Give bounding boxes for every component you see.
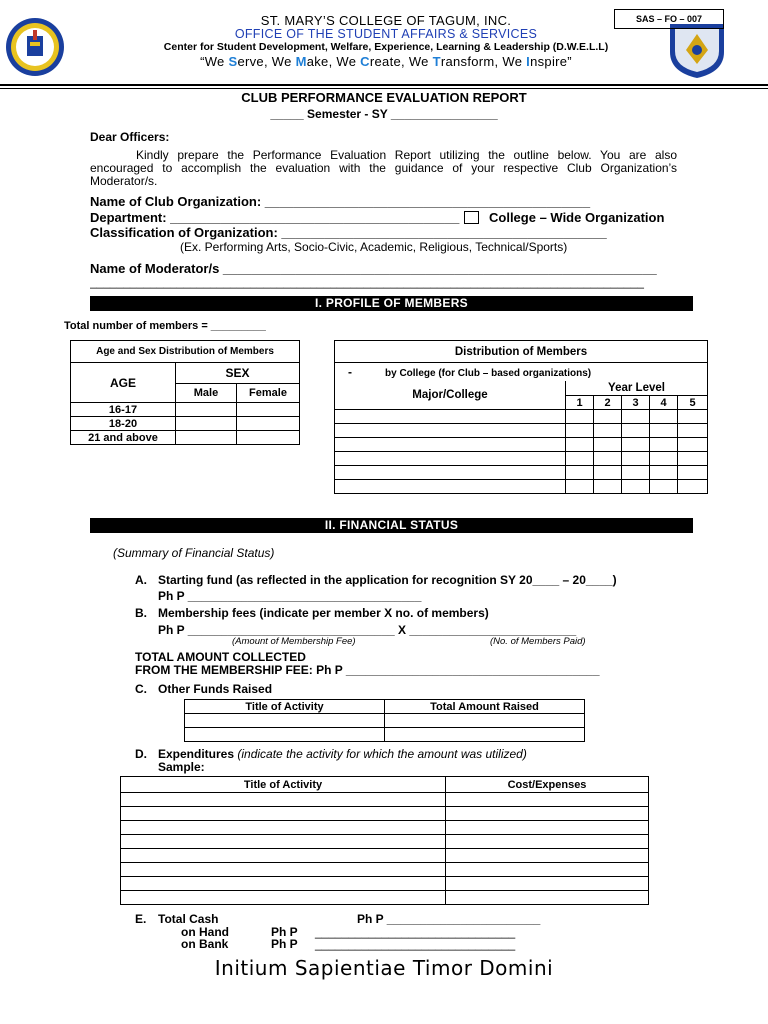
subtitle-dash: - <box>348 365 352 379</box>
on-bank-label: on Bank <box>181 937 229 951</box>
major-cell[interactable] <box>335 466 566 480</box>
financial-summary-note: (Summary of Financial Status) <box>113 546 275 560</box>
footer-latin-motto: Initium Sapientiae Timor Domini <box>214 956 554 980</box>
expenditures-text <box>158 747 527 761</box>
table-row <box>121 849 649 863</box>
year-1-header: 1 <box>566 396 594 410</box>
cost-cell[interactable] <box>446 835 649 849</box>
center-name: Center for Student Development, Welfare, Experience, Learning & Leadership (D.W.E.L.L) <box>163 41 609 53</box>
female-cell[interactable] <box>237 431 300 445</box>
table-row <box>335 424 708 438</box>
other-funds-table <box>184 699 585 742</box>
female-header: Female <box>237 384 300 403</box>
on-bank-line: ______________________________ <box>315 937 516 951</box>
semester-line: _____ Semester - SY ________________ <box>270 107 498 121</box>
activity-title-header: Title of Activity <box>185 700 385 714</box>
item-d-label: D. <box>135 747 147 761</box>
other-funds-text: Other Funds Raised <box>158 682 273 696</box>
major-cell[interactable] <box>335 438 566 452</box>
expense-title-header: Title of Activity <box>121 777 446 793</box>
total-cash-label: Total Cash <box>158 912 219 926</box>
table-row <box>121 835 649 849</box>
expense-cell[interactable] <box>121 891 446 905</box>
amount-cell[interactable] <box>385 728 585 742</box>
total-collected-line1: TOTAL AMOUNT COLLECTED <box>135 650 306 664</box>
cost-cell[interactable] <box>446 821 649 835</box>
starting-fund-php: Ph P ___________________________________ <box>158 589 422 603</box>
expense-cell[interactable] <box>121 807 446 821</box>
major-cell[interactable] <box>335 410 566 424</box>
item-b-label: B. <box>135 606 147 620</box>
cost-header: Cost/Expenses <box>446 777 649 793</box>
motto: “We Serve, We Make, We Create, We Transform, We Inspire” <box>200 54 572 69</box>
moderator-line-2: ___________________________________________________________________________________ <box>90 275 644 289</box>
expenditures-note: (indicate the activity for which the amount was utilized) <box>237 747 527 761</box>
section-profile-banner: I. PROFILE OF MEMBERS <box>90 296 693 311</box>
table-row <box>121 821 649 835</box>
female-cell[interactable] <box>237 417 300 431</box>
section-financial-banner: II. FINANCIAL STATUS <box>90 518 693 533</box>
total-cash-php: Ph P _______________________ <box>357 912 541 926</box>
membership-fees-php: Ph P _______________________________ X _________________________ <box>158 623 577 637</box>
total-collected-line2: FROM THE MEMBERSHIP FEE: Ph P ______________________________________ <box>135 663 600 677</box>
major-header: Major/College <box>335 381 566 410</box>
college-seal-logo <box>4 16 66 78</box>
table-row <box>121 793 649 807</box>
table-row <box>185 728 585 742</box>
department-shield-logo <box>666 20 728 80</box>
sample-label: Sample: <box>158 760 205 774</box>
table-row <box>71 403 300 417</box>
male-cell[interactable] <box>176 417 237 431</box>
intro-paragraph: Kindly prepare the Performance Evaluation Report utilizing the outline below. You are also encouraged to accomplish the evaluation with the guidance of your respective Club Organization’s Moderator/s. <box>90 148 677 188</box>
expense-cell[interactable] <box>121 821 446 835</box>
table-row <box>121 877 649 891</box>
distribution-table <box>334 340 708 494</box>
amount-raised-header: Total Amount Raised <box>385 700 585 714</box>
major-cell[interactable] <box>335 424 566 438</box>
table-row <box>335 452 708 466</box>
cost-cell[interactable] <box>446 891 649 905</box>
year-level-header: Year Level <box>566 381 708 396</box>
membership-fees-text: Membership fees (indicate per member X no. of members) <box>158 606 489 620</box>
college-wide-checkbox[interactable] <box>464 211 479 224</box>
cost-cell[interactable] <box>446 877 649 891</box>
table-row <box>335 410 708 424</box>
male-header: Male <box>176 384 237 403</box>
college-name: ST. MARY’S COLLEGE OF TAGUM, INC. <box>260 13 512 28</box>
male-cell[interactable] <box>176 431 237 445</box>
cost-cell[interactable] <box>446 863 649 877</box>
table-row <box>71 417 300 431</box>
membership-fee-note: (Amount of Membership Fee) <box>232 636 356 647</box>
distribution-title: Distribution of Members <box>335 341 708 363</box>
header-rule-thick <box>0 84 768 86</box>
total-members-field: Total number of members = _________ <box>64 320 266 332</box>
classification-example: (Ex. Performing Arts, Socio-Civic, Academic, Religious, Technical/Sports) <box>180 240 568 254</box>
report-title: CLUB PERFORMANCE EVALUATION REPORT <box>241 90 527 105</box>
on-hand-php: Ph P <box>271 925 298 939</box>
table-row <box>71 431 300 445</box>
male-cell[interactable] <box>176 403 237 417</box>
female-cell[interactable] <box>237 403 300 417</box>
on-hand-line: ______________________________ <box>315 925 516 939</box>
age-header: AGE <box>71 363 176 403</box>
age-row-label: 16-17 <box>71 403 176 417</box>
table-row <box>335 480 708 494</box>
cost-cell[interactable] <box>446 793 649 807</box>
activity-cell[interactable] <box>185 714 385 728</box>
on-bank-php: Ph P <box>271 937 298 951</box>
table-row <box>121 863 649 877</box>
header-rule-thin <box>0 88 768 89</box>
expenditures-title: Expenditures <box>158 747 235 761</box>
expense-cell[interactable] <box>121 793 446 807</box>
age-sex-title: Age and Sex Distribution of Members <box>71 341 300 363</box>
major-cell[interactable] <box>335 480 566 494</box>
table-row <box>121 891 649 905</box>
year-3-header: 3 <box>622 396 650 410</box>
club-name-field: Name of Club Organization: _____________________________________________ <box>90 194 591 209</box>
department-field: Department: ________________________________________ <box>90 210 460 225</box>
year-5-header: 5 <box>678 396 708 410</box>
amount-cell[interactable] <box>385 714 585 728</box>
distribution-subtitle <box>335 363 708 382</box>
item-a-label: A. <box>135 573 147 587</box>
expenditures-table <box>120 776 649 905</box>
starting-fund-text: Starting fund (as reflected in the application for recognition SY 20____ – 20____) <box>158 573 617 587</box>
greeting: Dear Officers: <box>90 130 170 144</box>
year-2-header: 2 <box>594 396 622 410</box>
cost-cell[interactable] <box>446 849 649 863</box>
college-wide-label: College – Wide Organization <box>489 210 665 225</box>
form-code: SAS – FO – 007 <box>614 9 724 29</box>
expense-cell[interactable] <box>121 863 446 877</box>
table-row <box>335 466 708 480</box>
age-row-label: 21 and above <box>71 431 176 445</box>
item-c-label: C. <box>135 682 147 696</box>
expense-cell[interactable] <box>121 877 446 891</box>
expense-cell[interactable] <box>121 835 446 849</box>
age-sex-table <box>70 340 300 445</box>
classification-field: Classification of Organization: _____________________________________________ <box>90 225 607 240</box>
moderator-field: Name of Moderator/s ____________________________________________________________ <box>90 261 657 276</box>
table-row <box>185 714 585 728</box>
major-cell[interactable] <box>335 452 566 466</box>
subtitle-text: by College (for Club – based organizations) <box>385 368 592 379</box>
table-row <box>121 807 649 821</box>
on-hand-label: on Hand <box>181 925 229 939</box>
year-4-header: 4 <box>650 396 678 410</box>
members-paid-note: (No. of Members Paid) <box>490 636 586 647</box>
office-name: OFFICE OF THE STUDENT AFFAIRS & SERVICES <box>234 27 538 41</box>
cost-cell[interactable] <box>446 807 649 821</box>
expense-cell[interactable] <box>121 849 446 863</box>
item-e-label: E. <box>135 912 147 926</box>
sex-header: SEX <box>176 363 300 384</box>
activity-cell[interactable] <box>185 728 385 742</box>
table-row <box>335 438 708 452</box>
age-row-label: 18-20 <box>71 417 176 431</box>
